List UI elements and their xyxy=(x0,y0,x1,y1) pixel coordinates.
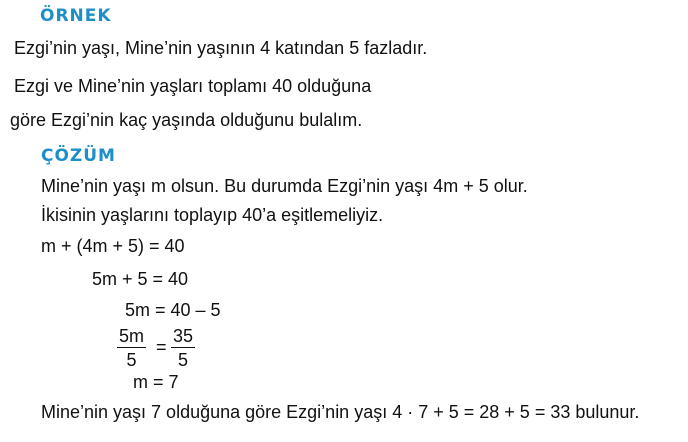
solution-intro-line-1: Mine’nin yaşı m olsun. Bu durumda Ezgi’nin yaşı 4m + 5 olur. xyxy=(41,176,528,196)
equation-step-1: m + (4m + 5) = 40 xyxy=(41,236,185,256)
solution-intro-line-2: İkisinin yaşlarını toplayıp 40’a eşitlemeliyiz. xyxy=(41,205,384,225)
equation-step-3: 5m = 40 – 5 xyxy=(125,300,221,320)
equation-step-2: 5m + 5 = 40 xyxy=(92,269,189,289)
solution-conclusion: Mine’nin yaşı 7 olduğuna göre Ezgi’nin yaşı 4 · 7 + 5 = 28 + 5 = 33 bulunur. xyxy=(41,402,640,422)
fraction-left-numerator: 5m xyxy=(119,326,145,346)
equation-result: m = 7 xyxy=(133,372,179,392)
problem-line-3: göre Ezgi’nin kaç yaşında olduğunu bulalım. xyxy=(10,110,363,130)
fraction-right-numerator: 35 xyxy=(173,326,194,346)
problem-line-2: Ezgi ve Mine’nin yaşları toplamı 40 olduğuna xyxy=(14,76,372,96)
fraction-right-denominator: 5 xyxy=(178,350,189,370)
fraction-left-denominator: 5 xyxy=(126,350,137,370)
solution-heading: ÇÖZÜM xyxy=(41,146,116,166)
fraction-equals-sign: = xyxy=(156,337,167,357)
fraction-right xyxy=(171,327,195,369)
fraction-left xyxy=(117,327,146,369)
problem-line-1: Ezgi’nin yaşı, Mine’nin yaşının 4 katından 5 fazladır. xyxy=(14,38,428,58)
example-heading: ÖRNEK xyxy=(40,6,112,26)
